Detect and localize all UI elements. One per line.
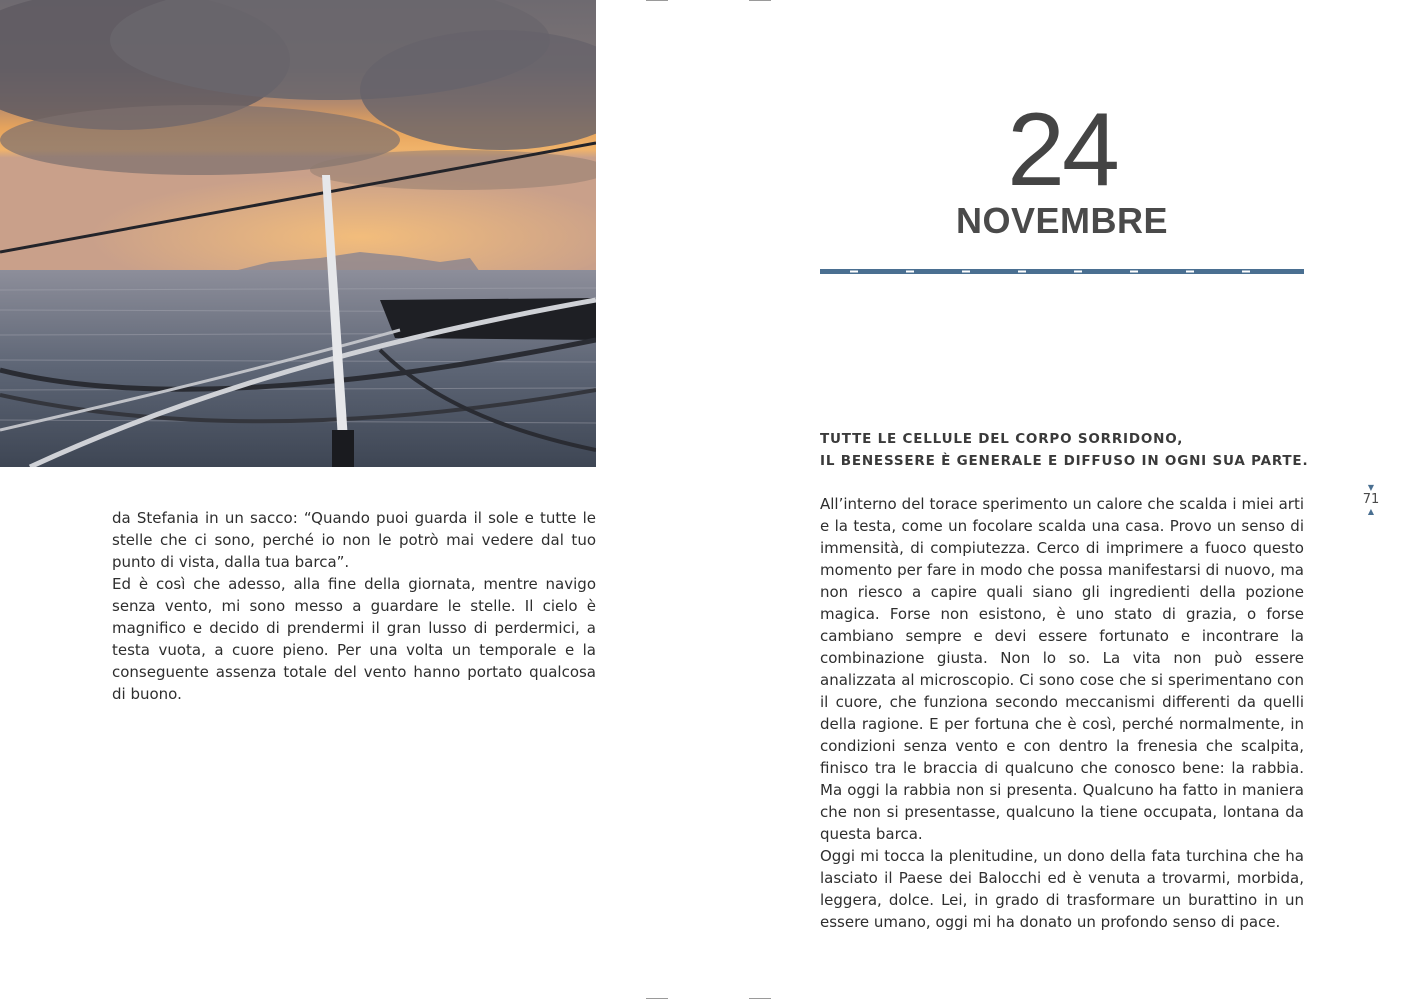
photo-illustration (0, 0, 596, 467)
day-number: 24 (1007, 92, 1117, 208)
chapter-subtitle (820, 428, 1309, 472)
crop-mark (646, 998, 668, 999)
left-paragraph: Ed è così che adesso, alla fine della giornata, mentre navigo senza vento, mi sono messo a guardare le stelle. Il cielo è magnifico e decido di prendermi il gran lusso di perdermici, a testa vuota, a cuore pieno. Per una volta un temporale e la conseguente assenza totale del vento hanno portato qualcosa di buono. (112, 575, 596, 703)
page-number: 71 (1362, 492, 1380, 507)
triangle-down-icon: ▼ (1367, 483, 1375, 492)
crop-mark (749, 0, 771, 1)
subtitle-line: TUTTE LE CELLULE DEL CORPO SORRIDONO, (820, 431, 1184, 447)
right-page-body (820, 493, 1304, 933)
right-paragraph: All’interno del torace sperimento un calore che scalda i miei arti e la testa, come un focolare scalda una casa. Provo un senso di immensità, di compiutezza. Cerco di imprimere a fuoco questo momento per fare in modo che possa manifestarsi di nuovo, ma non riesco a capire quali siano gli ingredienti della pozione magica. Forse non esistono, è uno stato di grazia, o forse cambiano sempre e devi essere fortunato e incontrare la combinazione giusta. Non lo so. La vita non può essere analizzata al microscopio. Ci sono cose che si sperimentano con il cuore, che funziona secondo meccanismi differenti da quelli della ragione. E per fortuna che è così, perché normalmente, in condizioni senza vento e con dentro la frenesia che scalpita, finisco tra le braccia di qualcuno che conosco bene: la rabbia. Ma oggi la rabbia non si presenta. Qualcuno ha fatto in maniera che non si presentasse, qualcuno la tiene occupata, lontana da questa barca. (820, 495, 1304, 843)
dashed-divider (820, 269, 1304, 274)
crop-mark (646, 0, 668, 1)
sunset-sea-photo (0, 0, 596, 467)
crop-mark (749, 998, 771, 999)
left-page-body (112, 507, 596, 705)
triangle-up-icon: ▲ (1367, 507, 1375, 516)
page-number-marker (1356, 484, 1386, 516)
right-paragraph: Oggi mi tocca la plenitudine, un dono della fata turchina che ha lasciato il Paese dei Balocchi ed è venuta a trovarmi, morbida, leggera, dolce. Lei, in grado di trasformare un burattino in un essere umano, oggi mi ha donato un profondo senso di pace. (820, 847, 1304, 931)
month-title: NOVEMBRE (955, 200, 1169, 241)
left-paragraph: da Stefania in un sacco: “Quando puoi guarda il sole e tutte le stelle che ci sono, perché io non le potrò mai vedere dal tuo punto di vista, dalla tua barca”. (112, 509, 596, 571)
subtitle-line: IL BENESSERE È GENERALE E DIFFUSO IN OGNI SUA PARTE. (820, 453, 1309, 469)
